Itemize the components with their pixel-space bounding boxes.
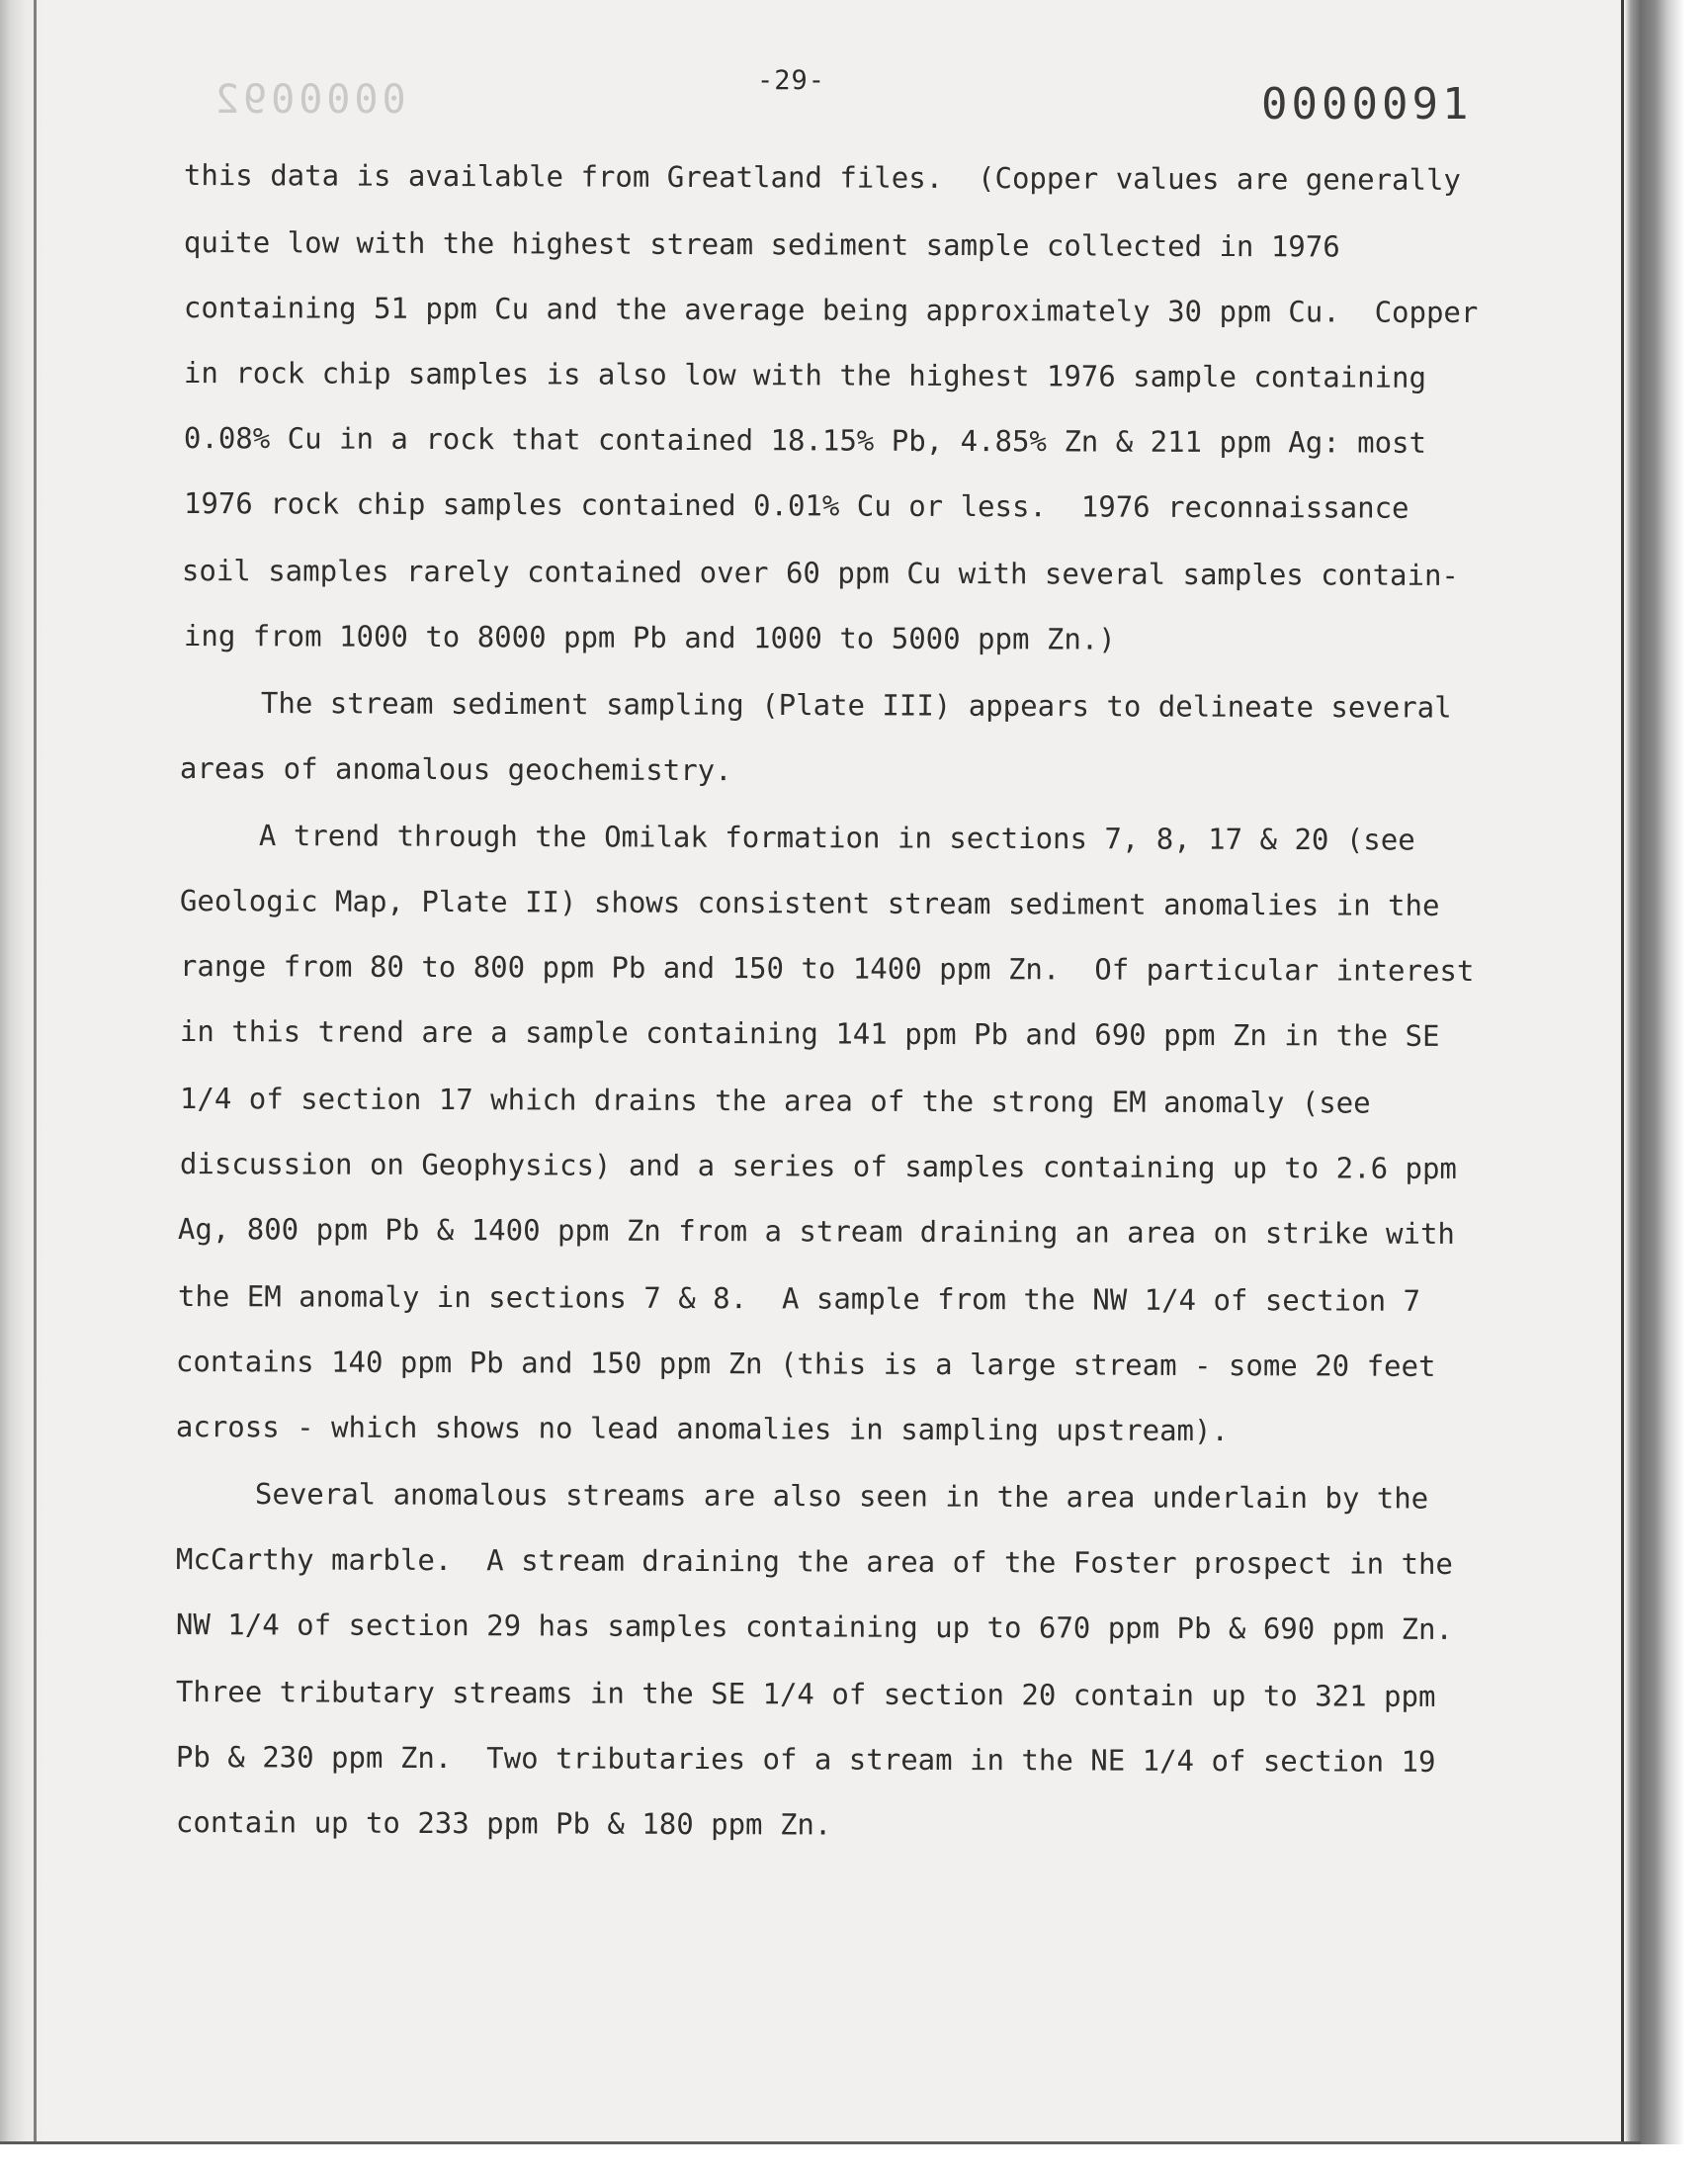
text-line: Geologic Map, Plate II) shows consistent stream sediment anomalies in the: [179, 884, 1440, 922]
text-line: 1976 rock chip samples contained 0.01% Cu or less. 1976 reconnaissance: [183, 486, 1409, 525]
text-line: The stream sediment sampling (Plate III) appears to delineate several: [260, 686, 1452, 725]
text-line: range from 80 to 800 ppm Pb and 150 to 1400 ppm Zn. Of particular interest: [179, 949, 1475, 989]
left-scan-border: [34, 0, 37, 2175]
text-line: this data is available from Greatland files. (Copper values are generally: [183, 158, 1462, 197]
text-line: Pb & 230 ppm Zn. Two tributaries of a stream in the NE 1/4 of section 19: [175, 1740, 1436, 1779]
right-edge-shadow: [1625, 0, 1708, 2175]
right-scan-border: [1621, 0, 1624, 2175]
text-line: ing from 1000 to 8000 ppm Pb and 1000 to 5000 ppm Zn.): [183, 619, 1116, 656]
text-line: across - which shows no lead anomalies in sampling upstream).: [175, 1410, 1230, 1448]
document-number-stamp: 0000091: [1261, 79, 1473, 130]
text-line: quite low with the highest stream sediment sample collected in 1976: [183, 225, 1340, 264]
text-line: NW 1/4 of section 29 has samples containing up to 670 ppm Pb & 690 ppm Zn.: [175, 1608, 1454, 1646]
text-line: McCarthy marble. A stream draining the area of the Foster prospect in the: [175, 1542, 1454, 1581]
bleed-through-stamp: 0000092: [212, 77, 406, 123]
text-line: 1/4 of section 17 which drains the area of the strong EM anomaly (see: [179, 1082, 1371, 1120]
left-binding-shadow: [0, 0, 45, 2175]
text-line: discussion on Geophysics) and a series of samples containing up to 2.6 ppm: [179, 1147, 1458, 1185]
bottom-margin: [0, 2144, 1708, 2175]
text-line: containing 51 ppm Cu and the average being approximately 30 ppm Cu. Copper: [183, 291, 1479, 330]
text-line: A trend through the Omilak formation in sections 7, 8, 17 & 20 (see: [258, 819, 1415, 857]
page-number: -29-: [757, 65, 826, 96]
text-line: Three tributary streams in the SE 1/4 of section 20 contain up to 321 ppm: [175, 1675, 1436, 1713]
text-line: in this trend are a sample containing 141 ppm Pb and 690 ppm Zn in the SE: [179, 1014, 1440, 1053]
text-line: Several anomalous streams are also seen in the area underlain by the: [254, 1477, 1429, 1516]
text-line: contain up to 233 ppm Pb & 180 ppm Zn.: [175, 1805, 832, 1842]
text-line: contains 140 ppm Pb and 150 ppm Zn (this is a large stream - some 20 feet: [175, 1345, 1436, 1383]
text-line: in rock chip samples is also low with the highest 1976 sample containing: [183, 356, 1427, 394]
text-line: 0.08% Cu in a rock that contained 18.15% Pb, 4.85% Zn & 211 ppm Ag: most: [183, 421, 1427, 460]
text-line: areas of anomalous geochemistry.: [179, 751, 732, 788]
text-line: the EM anomaly in sections 7 & 8. A sample from the NW 1/4 of section 7: [177, 1279, 1421, 1318]
text-line: soil samples rarely contained over 60 ppm Cu with several samples contain-: [181, 554, 1460, 592]
text-line: Ag, 800 ppm Pb & 1400 ppm Zn from a stream draining an area on strike with: [177, 1212, 1456, 1251]
